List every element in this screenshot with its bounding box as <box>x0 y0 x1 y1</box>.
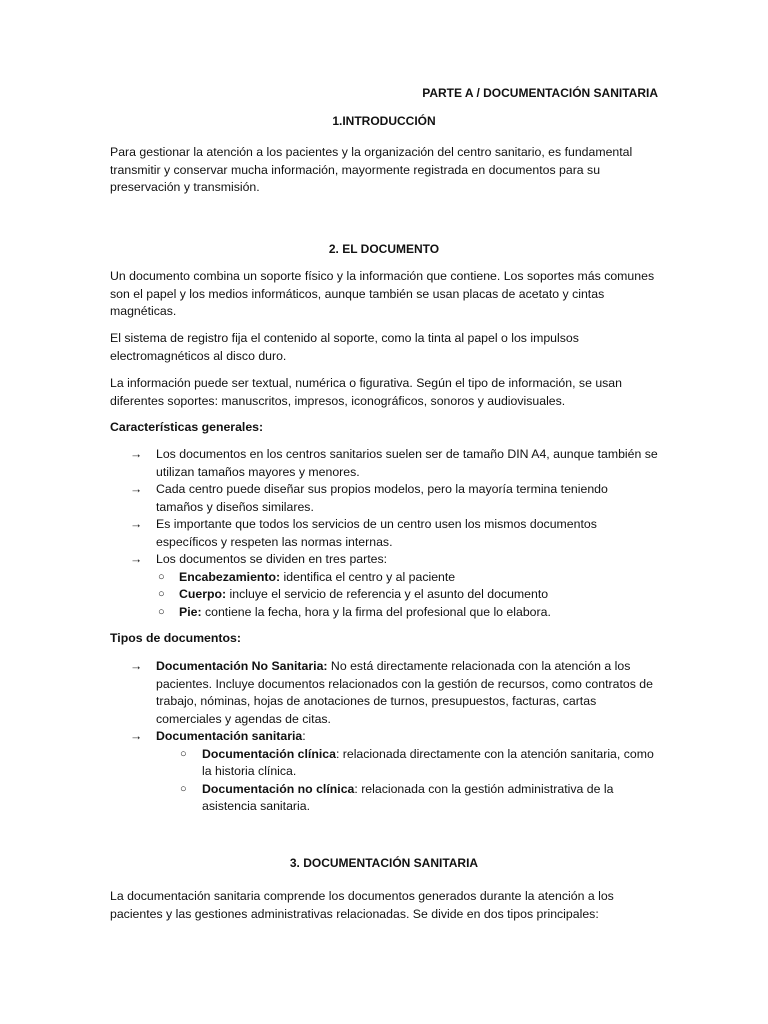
part-title: PARTE A / DOCUMENTACIÓN SANITARIA <box>422 86 658 100</box>
circle-bullet-icon: ○ <box>158 570 165 583</box>
list-item <box>110 658 658 728</box>
section3-paragraph: La documentación sanitaria comprende los documentos generados durante la atención a los pacientes y las gestiones administrativas relacionadas. Se divide en dos tipos principales: <box>110 889 614 921</box>
part-desc: identifica el centro y al paciente <box>280 569 456 584</box>
document-parts-list <box>156 569 658 622</box>
feature-text: Es importante que todos los servicios de un centro usen los mismos documentos específicos y respeten las normas internas. <box>156 517 597 549</box>
circle-bullet-icon: ○ <box>158 588 165 600</box>
arrow-icon: → <box>130 552 143 566</box>
list-item <box>110 781 658 816</box>
types-heading-block <box>110 630 658 648</box>
part-term: Cuerpo: <box>179 587 227 601</box>
subtype-desc: : relacionada con la gestión administrativa de la asistencia sanitaria. <box>202 781 614 813</box>
features-list <box>110 446 658 621</box>
section3-paragraph-block <box>110 888 658 923</box>
list-item <box>110 746 658 781</box>
part-term: Pie: <box>179 604 202 619</box>
documento-paragraph-3: La información puede ser textual, numérica o figurativa. Según el tipo de información, se usan diferentes soportes: manuscritos, impresos, iconográficos, sonoros y audiovisuales. <box>110 376 622 408</box>
documento-paragraph-2: El sistema de registro fija el contenido al soporte, como la tinta al papel o los impulsos electromagnéticos al disco duro. <box>110 331 579 363</box>
list-item <box>110 516 658 551</box>
documento-paragraph-1: Un documento combina un soporte físico y la información que contiene. Los soportes más comunes son el papel y los medios informáticos, aunque también se usan placas de acetato y cintas magnéticas. <box>110 269 655 318</box>
section-title-documento: 2. EL DOCUMENTO <box>328 242 440 256</box>
type-term: Documentación No Sanitaria: <box>156 659 328 673</box>
sanitary-subtypes-list <box>156 746 658 816</box>
list-item <box>110 604 658 622</box>
section-documentacion-sanitaria <box>110 855 658 873</box>
circle-bullet-icon: ○ <box>180 782 187 795</box>
type-desc: No está directamente relacionada con la atención a los pacientes. Incluye documentos relacionados con la gestión de recursos, como contratos de trabajo, nóminas, hojas de anotaciones de turnos, presupuestos, facturas, cartas comerciales y agendas de citas. <box>156 659 653 726</box>
feature-text: Cada centro puede diseñar sus propios modelos, pero la mayoría termina teniendo tamaños y diseños similares. <box>156 482 608 514</box>
feature-text: Los documentos en los centros sanitarios suelen ser de tamaño DIN A4, aunque también se utilizan tamaños mayores y menores. <box>156 447 658 479</box>
section-documento <box>110 241 658 259</box>
subtype-term: Documentación clínica <box>202 746 336 761</box>
arrow-icon: → <box>130 517 143 531</box>
list-item <box>110 728 658 816</box>
documento-p3-block <box>110 375 658 410</box>
part-term: Encabezamiento: <box>179 569 281 584</box>
types-list <box>110 658 658 816</box>
part-desc: incluye el servicio de referencia y el asunto del documento <box>226 587 549 601</box>
circle-bullet-icon: ○ <box>180 747 187 760</box>
list-item <box>110 586 658 604</box>
subtype-desc: : relacionada directamente con la atención sanitaria, como la historia clínica. <box>202 746 654 778</box>
arrow-icon: → <box>130 482 143 496</box>
list-item <box>110 481 658 516</box>
list-item <box>110 569 658 587</box>
section-title-introduccion: 1.INTRODUCCIÓN <box>332 114 436 128</box>
features-heading-block <box>110 419 658 437</box>
section-title-documentacion-sanitaria: 3. DOCUMENTACIÓN SANITARIA <box>289 856 479 870</box>
arrow-icon: → <box>130 447 143 461</box>
list-item <box>110 551 658 621</box>
type-term: Documentación sanitaria <box>156 729 303 743</box>
part-desc: contiene la fecha, hora y la firma del profesional que lo elabora. <box>201 604 551 619</box>
documento-p2-block <box>110 330 658 365</box>
types-heading: Tipos de documentos: <box>110 631 241 645</box>
intro-paragraph: Para gestionar la atención a los pacientes y la organización del centro sanitario, es fundamental transmitir y conservar mucha información, mayormente registrada en documentos para su preservación y transmisión. <box>110 145 633 194</box>
section-introduccion <box>110 113 658 131</box>
intro-paragraph-block <box>110 144 658 197</box>
subtype-term: Documentación no clínica <box>202 781 355 796</box>
list-item <box>110 446 658 481</box>
arrow-icon: → <box>130 659 143 673</box>
type-colon: : <box>302 729 306 743</box>
circle-bullet-icon: ○ <box>158 605 165 618</box>
features-heading: Características generales: <box>110 420 264 434</box>
arrow-icon: → <box>130 729 143 743</box>
feature-text: Los documentos se dividen en tres partes: <box>156 552 388 566</box>
documento-p1-block <box>110 268 658 321</box>
